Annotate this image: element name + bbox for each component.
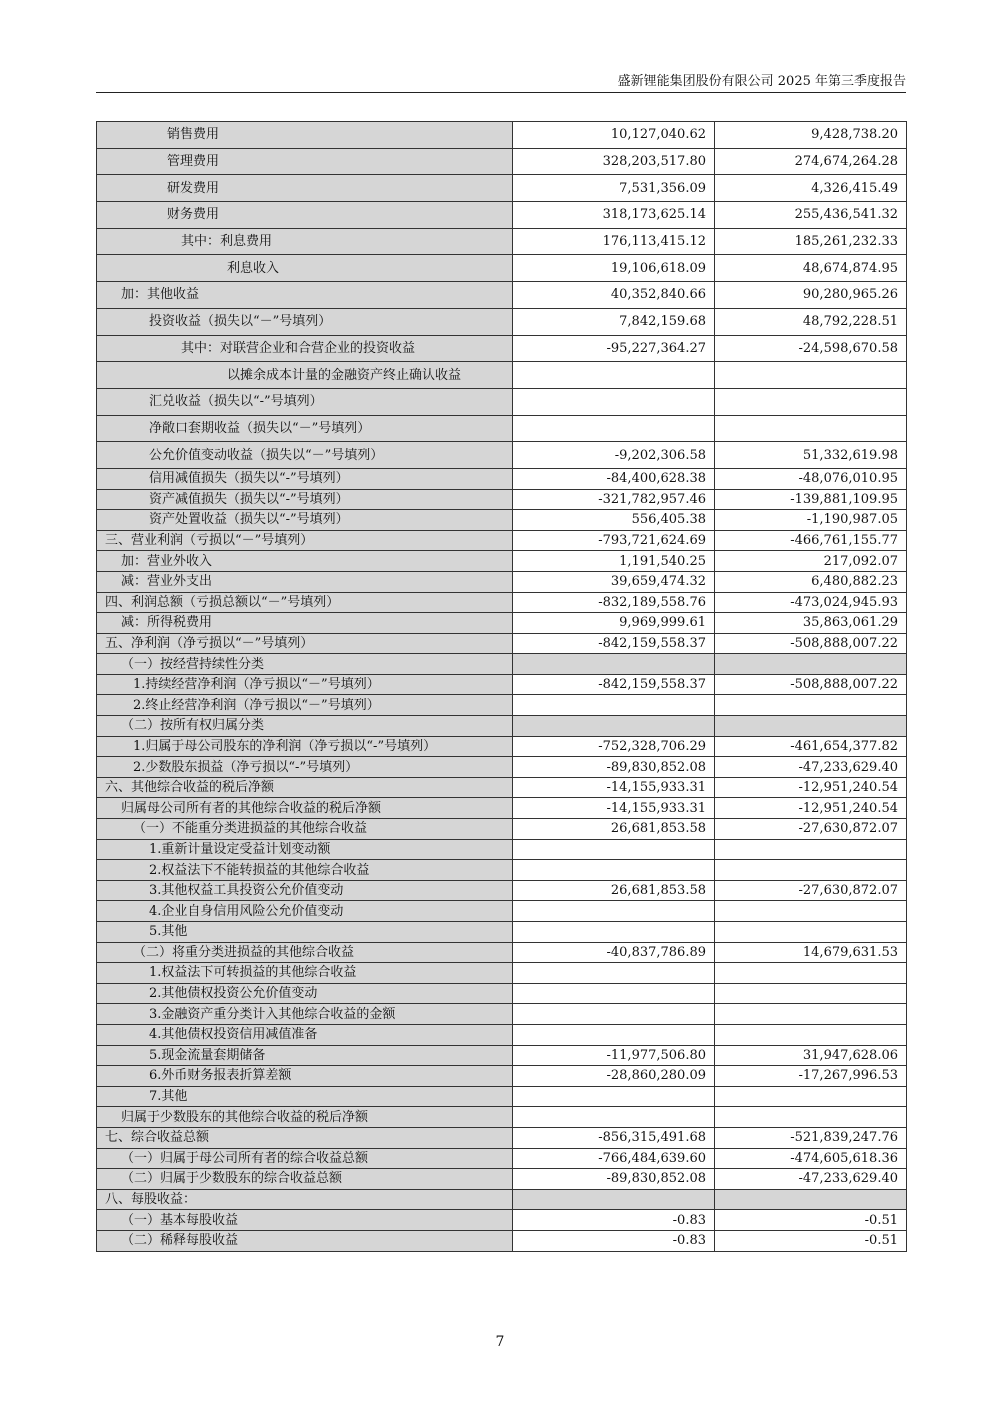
table-row [97, 510, 907, 531]
row-label: 六、其他综合收益的税后净额 [97, 777, 513, 798]
row-label: 2.其他债权投资公允价值变动 [97, 983, 513, 1004]
table-row [97, 362, 907, 389]
row-value-prior [715, 963, 907, 984]
row-value-current [513, 695, 715, 716]
table-row [97, 489, 907, 510]
row-value-prior [715, 1024, 907, 1045]
row-label: 汇兑收益（损失以“-”号填列） [97, 388, 513, 415]
row-value-prior: -1,190,987.05 [715, 510, 907, 531]
row-value-prior: -466,761,155.77 [715, 530, 907, 551]
row-label: 资产处置收益（损失以“-”号填列） [97, 510, 513, 531]
row-value-prior: -508,888,007.22 [715, 633, 907, 654]
row-label: 投资收益（损失以“－”号填列） [97, 308, 513, 335]
table-row [97, 942, 907, 963]
row-value-current: -40,837,786.89 [513, 942, 715, 963]
row-label: （二）按所有权归属分类 [97, 716, 513, 737]
income-statement-table [96, 121, 907, 1252]
row-value-prior: -0.51 [715, 1230, 907, 1251]
row-value-current: 40,352,840.66 [513, 282, 715, 309]
row-value-prior [715, 654, 907, 675]
income-statement-body [97, 122, 907, 1252]
row-label: 1.持续经营净利润（净亏损以“－”号填列） [97, 674, 513, 695]
row-value-current: -793,721,624.69 [513, 530, 715, 551]
row-label: 财务费用 [97, 202, 513, 229]
row-value-prior: 31,947,628.06 [715, 1045, 907, 1066]
row-label: 以摊余成本计量的金融资产终止确认收益 [97, 362, 513, 389]
row-label: 5.现金流量套期储备 [97, 1045, 513, 1066]
page-number: 7 [495, 1334, 505, 1350]
row-value-prior: -27,630,872.07 [715, 880, 907, 901]
table-row [97, 148, 907, 175]
table-row [97, 571, 907, 592]
table-row [97, 1148, 907, 1169]
row-value-current [513, 860, 715, 881]
row-value-current: -14,155,933.31 [513, 798, 715, 819]
table-row [97, 442, 907, 469]
row-value-current: 318,173,625.14 [513, 202, 715, 229]
row-value-prior [715, 1004, 907, 1025]
row-value-prior: -27,630,872.07 [715, 819, 907, 840]
row-value-current: -28,860,280.09 [513, 1066, 715, 1087]
table-row [97, 255, 907, 282]
row-value-prior: 35,863,061.29 [715, 613, 907, 634]
row-value-current [513, 1189, 715, 1210]
row-value-current: 328,203,517.80 [513, 148, 715, 175]
row-label: 减：所得税费用 [97, 613, 513, 634]
row-value-prior: -473,024,945.93 [715, 592, 907, 613]
row-value-current: -842,159,558.37 [513, 633, 715, 654]
row-label: 1.归属于母公司股东的净利润（净亏损以“-”号填列） [97, 736, 513, 757]
row-label: （一）不能重分类进损益的其他综合收益 [97, 819, 513, 840]
row-value-current [513, 1107, 715, 1128]
row-value-current [513, 362, 715, 389]
row-label: 四、利润总额（亏损总额以“－”号填列） [97, 592, 513, 613]
row-value-prior: 51,332,619.98 [715, 442, 907, 469]
table-row [97, 530, 907, 551]
row-value-current: 26,681,853.58 [513, 880, 715, 901]
row-value-current: -11,977,506.80 [513, 1045, 715, 1066]
row-label: 7.其他 [97, 1086, 513, 1107]
row-value-prior: 4,326,415.49 [715, 175, 907, 202]
table-row [97, 880, 907, 901]
page-header [96, 68, 906, 93]
row-value-current: -832,189,558.76 [513, 592, 715, 613]
table-row [97, 819, 907, 840]
row-value-current: -766,484,639.60 [513, 1148, 715, 1169]
row-label: 3.其他权益工具投资公允价值变动 [97, 880, 513, 901]
row-label: （二）稀释每股收益 [97, 1230, 513, 1251]
row-value-prior: 274,674,264.28 [715, 148, 907, 175]
row-label: 4.其他债权投资信用减值准备 [97, 1024, 513, 1045]
table-row [97, 1086, 907, 1107]
table-row [97, 839, 907, 860]
row-value-current [513, 716, 715, 737]
row-label: （一）基本每股收益 [97, 1210, 513, 1231]
row-value-current: 176,113,415.12 [513, 228, 715, 255]
row-label: 其中：对联营企业和合营企业的投资收益 [97, 335, 513, 362]
row-value-current: 9,969,999.61 [513, 613, 715, 634]
table-row [97, 1127, 907, 1148]
row-value-current: 556,405.38 [513, 510, 715, 531]
row-label: 资产减值损失（损失以“-”号填列） [97, 489, 513, 510]
row-value-prior: -48,076,010.95 [715, 468, 907, 489]
table-row [97, 592, 907, 613]
row-value-current [513, 654, 715, 675]
row-value-prior: 48,674,874.95 [715, 255, 907, 282]
table-row [97, 282, 907, 309]
table-row [97, 695, 907, 716]
row-label: 4.企业自身信用风险公允价值变动 [97, 901, 513, 922]
row-label: 归属于少数股东的其他综合收益的税后净额 [97, 1107, 513, 1128]
row-value-prior: -139,881,109.95 [715, 489, 907, 510]
row-value-current: -89,830,852.08 [513, 1169, 715, 1190]
row-label: 利息收入 [97, 255, 513, 282]
row-label: 1.权益法下可转损益的其他综合收益 [97, 963, 513, 984]
row-value-prior [715, 388, 907, 415]
table-row [97, 674, 907, 695]
row-value-prior: -47,233,629.40 [715, 1169, 907, 1190]
table-row [97, 202, 907, 229]
row-label: 3.金融资产重分类计入其他综合收益的金额 [97, 1004, 513, 1025]
table-row [97, 963, 907, 984]
row-label: 八、每股收益： [97, 1189, 513, 1210]
row-value-prior: -12,951,240.54 [715, 798, 907, 819]
row-value-prior: 6,480,882.23 [715, 571, 907, 592]
row-value-prior: 14,679,631.53 [715, 942, 907, 963]
table-row [97, 922, 907, 943]
row-value-prior [715, 1189, 907, 1210]
table-row [97, 736, 907, 757]
row-label: 五、净利润（净亏损以“－”号填列） [97, 633, 513, 654]
row-label: 2.权益法下不能转损益的其他综合收益 [97, 860, 513, 881]
row-value-prior: -24,598,670.58 [715, 335, 907, 362]
row-value-current: -14,155,933.31 [513, 777, 715, 798]
report-title: 盛新锂能集团股份有限公司 2025 年第三季度报告 [617, 74, 906, 89]
row-value-prior [715, 922, 907, 943]
row-value-current: -9,202,306.58 [513, 442, 715, 469]
row-label: 2.少数股东损益（净亏损以“-”号填列） [97, 757, 513, 778]
table-row [97, 551, 907, 572]
row-label: 七、综合收益总额 [97, 1127, 513, 1148]
table-row [97, 716, 907, 737]
row-value-current [513, 1086, 715, 1107]
row-label: 其中：利息费用 [97, 228, 513, 255]
row-value-current [513, 922, 715, 943]
row-value-prior: 48,792,228.51 [715, 308, 907, 335]
row-value-prior [715, 1107, 907, 1128]
row-value-current: -0.83 [513, 1210, 715, 1231]
row-value-prior [715, 860, 907, 881]
table-row [97, 228, 907, 255]
row-value-current: -321,782,957.46 [513, 489, 715, 510]
row-label: 管理费用 [97, 148, 513, 175]
row-value-current: -84,400,628.38 [513, 468, 715, 489]
row-value-current [513, 388, 715, 415]
row-value-current: -752,328,706.29 [513, 736, 715, 757]
table-row [97, 1230, 907, 1251]
table-row [97, 388, 907, 415]
table-row [97, 1045, 907, 1066]
row-value-current [513, 1004, 715, 1025]
row-value-current: -856,315,491.68 [513, 1127, 715, 1148]
row-value-current [513, 415, 715, 442]
row-value-prior: -474,605,618.36 [715, 1148, 907, 1169]
row-value-current: 7,531,356.09 [513, 175, 715, 202]
row-value-prior: 185,261,232.33 [715, 228, 907, 255]
row-value-current: -0.83 [513, 1230, 715, 1251]
row-label: 销售费用 [97, 122, 513, 149]
row-label: （一）按经营持续性分类 [97, 654, 513, 675]
row-value-current [513, 901, 715, 922]
row-value-current: 39,659,474.32 [513, 571, 715, 592]
row-label: 5.其他 [97, 922, 513, 943]
table-row [97, 1107, 907, 1128]
table-row [97, 1024, 907, 1045]
row-value-prior: -461,654,377.82 [715, 736, 907, 757]
row-value-prior [715, 716, 907, 737]
row-value-current: 10,127,040.62 [513, 122, 715, 149]
row-value-prior: -12,951,240.54 [715, 777, 907, 798]
row-value-prior: -521,839,247.76 [715, 1127, 907, 1148]
row-label: 加：其他收益 [97, 282, 513, 309]
row-value-prior: 90,280,965.26 [715, 282, 907, 309]
row-label: 2.终止经营净利润（净亏损以“－”号填列） [97, 695, 513, 716]
table-row [97, 415, 907, 442]
row-value-prior: -47,233,629.40 [715, 757, 907, 778]
table-row [97, 901, 907, 922]
row-value-current: 19,106,618.09 [513, 255, 715, 282]
row-value-current [513, 839, 715, 860]
row-value-current: -89,830,852.08 [513, 757, 715, 778]
row-label: 公允价值变动收益（损失以“－”号填列） [97, 442, 513, 469]
table-row [97, 1004, 907, 1025]
table-row [97, 983, 907, 1004]
row-label: （二）归属于少数股东的综合收益总额 [97, 1169, 513, 1190]
row-value-prior: -508,888,007.22 [715, 674, 907, 695]
row-value-prior [715, 362, 907, 389]
row-value-current: -95,227,364.27 [513, 335, 715, 362]
table-row [97, 468, 907, 489]
row-label: 研发费用 [97, 175, 513, 202]
row-value-prior: -0.51 [715, 1210, 907, 1231]
table-row [97, 798, 907, 819]
table-row [97, 757, 907, 778]
row-label: 净敞口套期收益（损失以“－”号填列） [97, 415, 513, 442]
row-label: 信用减值损失（损失以“-”号填列） [97, 468, 513, 489]
row-label: 归属母公司所有者的其他综合收益的税后净额 [97, 798, 513, 819]
row-value-current [513, 963, 715, 984]
row-label: 加：营业外收入 [97, 551, 513, 572]
table-row [97, 1189, 907, 1210]
table-row [97, 1210, 907, 1231]
table-row [97, 777, 907, 798]
row-label: 6.外币财务报表折算差额 [97, 1066, 513, 1087]
row-value-prior [715, 839, 907, 860]
row-value-current: 1,191,540.25 [513, 551, 715, 572]
table-row [97, 860, 907, 881]
row-value-prior: 9,428,738.20 [715, 122, 907, 149]
row-label: 1.重新计量设定受益计划变动额 [97, 839, 513, 860]
row-label: 减：营业外支出 [97, 571, 513, 592]
row-value-prior [715, 695, 907, 716]
table-row [97, 122, 907, 149]
table-row [97, 654, 907, 675]
row-label: （一）归属于母公司所有者的综合收益总额 [97, 1148, 513, 1169]
row-value-prior: 217,092.07 [715, 551, 907, 572]
row-value-prior [715, 1086, 907, 1107]
row-value-current: 26,681,853.58 [513, 819, 715, 840]
row-value-prior: -17,267,996.53 [715, 1066, 907, 1087]
table-row [97, 1066, 907, 1087]
row-value-current [513, 1024, 715, 1045]
table-row [97, 335, 907, 362]
table-row [97, 175, 907, 202]
table-row [97, 633, 907, 654]
row-value-prior [715, 901, 907, 922]
row-label: 三、营业利润（亏损以“－”号填列） [97, 530, 513, 551]
row-value-current: 7,842,159.68 [513, 308, 715, 335]
table-row [97, 613, 907, 634]
row-value-prior [715, 983, 907, 1004]
row-label: （二）将重分类进损益的其他综合收益 [97, 942, 513, 963]
row-value-prior: 255,436,541.32 [715, 202, 907, 229]
table-row [97, 308, 907, 335]
row-value-prior [715, 415, 907, 442]
row-value-current: -842,159,558.37 [513, 674, 715, 695]
row-value-current [513, 983, 715, 1004]
table-row [97, 1169, 907, 1190]
